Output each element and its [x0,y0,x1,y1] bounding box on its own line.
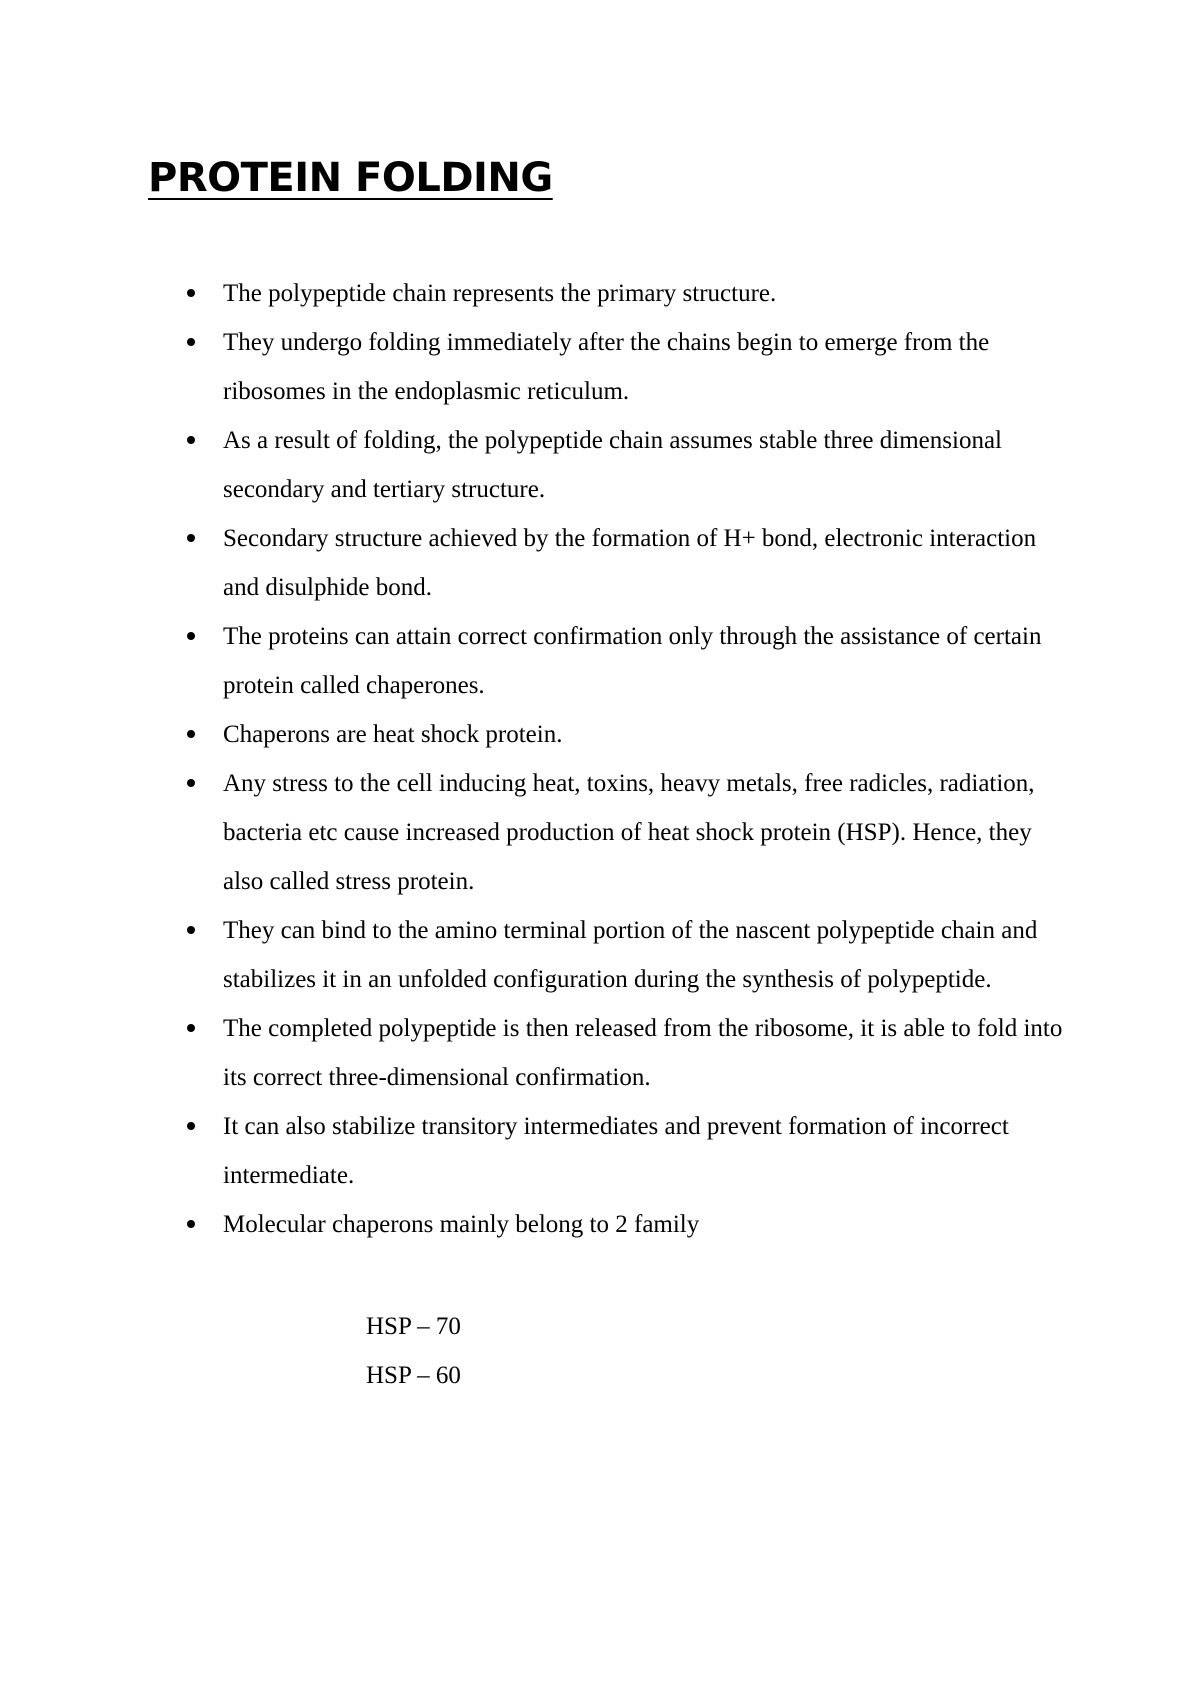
bullet-icon [187,926,195,934]
bullet-icon [187,436,195,444]
bullet-icon [187,1220,195,1228]
list-item [0,906,1063,1004]
list-item [0,1200,1063,1249]
bullet-icon [187,1122,195,1130]
list-item [0,318,1063,416]
bullet-icon [187,730,195,738]
bullet-list [0,269,1200,1249]
list-item [0,710,1063,759]
chaperone-family-list [366,1302,461,1400]
bullet-text: The polypeptide chain represents the primary structure. [223,280,777,307]
bullet-text: Molecular chaperons mainly belong to 2 family [223,1211,700,1238]
bullet-icon [187,779,195,787]
bullet-text: The completed polypeptide is then released from the ribosome, it is able to fold into its correct three-dimensional confirmation. [223,1015,1063,1091]
bullet-text: They can bind to the amino terminal portion of the nascent polypeptide chain and stabilizes it in an unfolded configuration during the synthesis of polypeptide. [223,917,1038,993]
bullet-text: Chaperons are heat shock protein. [223,721,563,748]
family-item-hsp-60: HSP – 60 [366,1362,461,1389]
page-title: PROTEIN FOLDING [148,155,553,201]
family-item-hsp-70: HSP – 70 [366,1313,461,1340]
list-item [0,1102,1063,1200]
list-item [0,612,1063,710]
bullet-text: Any stress to the cell inducing heat, toxins, heavy metals, free radicles, radiation, bacteria etc cause increased production of heat shock protein (HSP). Hence, they also called stress protein. [223,770,1035,895]
list-item [0,514,1063,612]
bullet-icon [187,632,195,640]
bullet-text: Secondary structure achieved by the formation of H+ bond, electronic interaction and disulphide bond. [223,525,1037,601]
bullet-text: They undergo folding immediately after the chains begin to emerge from the ribosomes in the endoplasmic reticulum. [223,329,990,405]
list-item [0,1004,1063,1102]
bullet-icon [187,289,195,297]
bullet-text: It can also stabilize transitory intermediates and prevent formation of incorrect intermediate. [223,1113,1009,1189]
bullet-icon [187,338,195,346]
bullet-text: As a result of folding, the polypeptide chain assumes stable three dimensional secondary and tertiary structure. [223,427,1002,503]
bullet-icon [187,534,195,542]
bullet-text: The proteins can attain correct confirmation only through the assistance of certain protein called chaperones. [223,623,1042,699]
list-item [0,269,1063,318]
list-item [0,759,1063,906]
bullet-icon [187,1024,195,1032]
list-item [0,416,1063,514]
